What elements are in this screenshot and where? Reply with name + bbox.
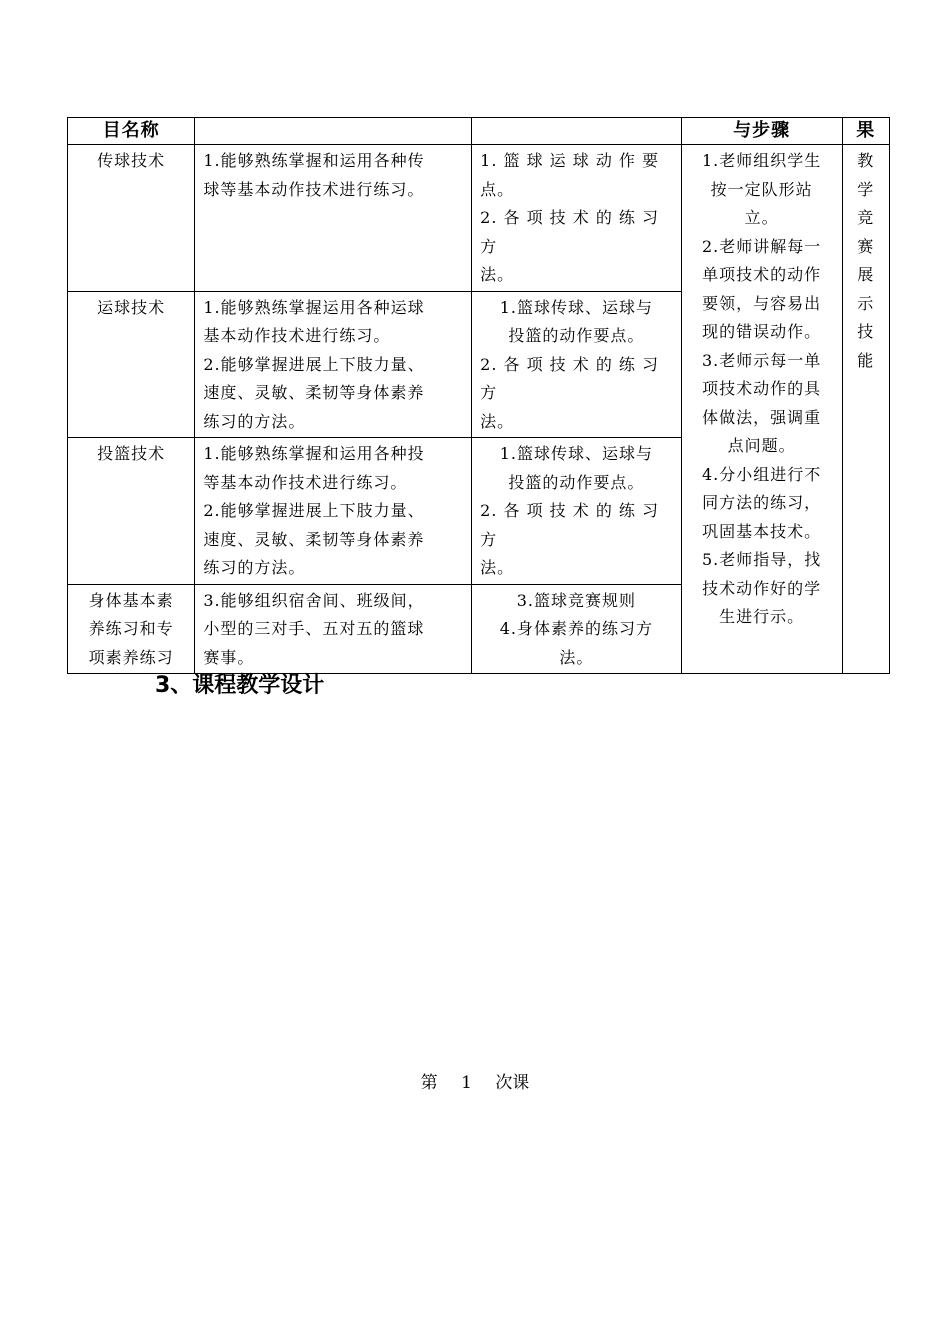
header-project-name: 目名称 [68, 118, 195, 145]
project-name-cell: 运球技术 [68, 291, 195, 438]
objective-cell: 1.能够熟练掌握和运用各种传 球等基本动作技术进行练习。 [195, 145, 472, 292]
project-name-cell: 身体基本素 养练习和专 项素养练习 [68, 584, 195, 674]
table-header-row [68, 118, 890, 145]
content-cell: 1.篮球传球、运球与 投篮的动作要点。 2. 各 项 技 术 的 练 习 方 法。 [472, 291, 681, 438]
result-cell: 教 学 竞 赛 展 示 技 能 [842, 145, 889, 674]
teaching-plan-table [67, 117, 890, 674]
objective-cell: 1.能够熟练掌握和运用各种投 等基本动作技术进行练习。 2.能够掌握进展上下肢力量、 速度、灵敏、柔韧等身体素养 练习的方法。 [195, 438, 472, 585]
content-cell: 3.篮球竞赛规则 4.身体素养的练习方 法。 [472, 584, 681, 674]
steps-cell: 1.老师组织学生 按一定队形站 立。 2.老师讲解每一 单项技术的动作 要领，与容易出 现的错误动作。 3.老师示每一单 项技术动作的具 体做法，强调重 点问题。 4.分小组进行不 同方法的练习， 巩固基本技术。 5.老师指导，找 技术动作好的学 生进行示。 [681, 145, 842, 674]
lesson-prefix: 第 [420, 1073, 438, 1093]
section-title: 3、课程教学设计 [155, 673, 325, 698]
header-steps: 与步骤 [681, 118, 842, 145]
objective-cell: 3.能够组织宿舍间、班级间， 小型的三对手、五对五的篮球 赛事。 [195, 584, 472, 674]
table-row [68, 145, 890, 292]
lesson-suffix: 次课 [495, 1073, 530, 1093]
header-content [472, 118, 681, 145]
content-cell: 1. 篮 球 运 球 动 作 要 点。 2. 各 项 技 术 的 练 习 方 法。 [472, 145, 681, 292]
project-name-cell: 传球技术 [68, 145, 195, 292]
project-name-cell: 投篮技术 [68, 438, 195, 585]
header-objective [195, 118, 472, 145]
lesson-label [0, 1068, 950, 1093]
objective-cell: 1.能够熟练掌握运用各种运球 基本动作技术进行练习。 2.能够掌握进展上下肢力量、 速度、灵敏、柔韧等身体素养 练习的方法。 [195, 291, 472, 438]
header-result: 果 [842, 118, 889, 145]
content-cell: 1.篮球传球、运球与 投篮的动作要点。 2. 各 项 技 术 的 练 习 方 法。 [472, 438, 681, 585]
lesson-number: 1 [461, 1073, 472, 1093]
